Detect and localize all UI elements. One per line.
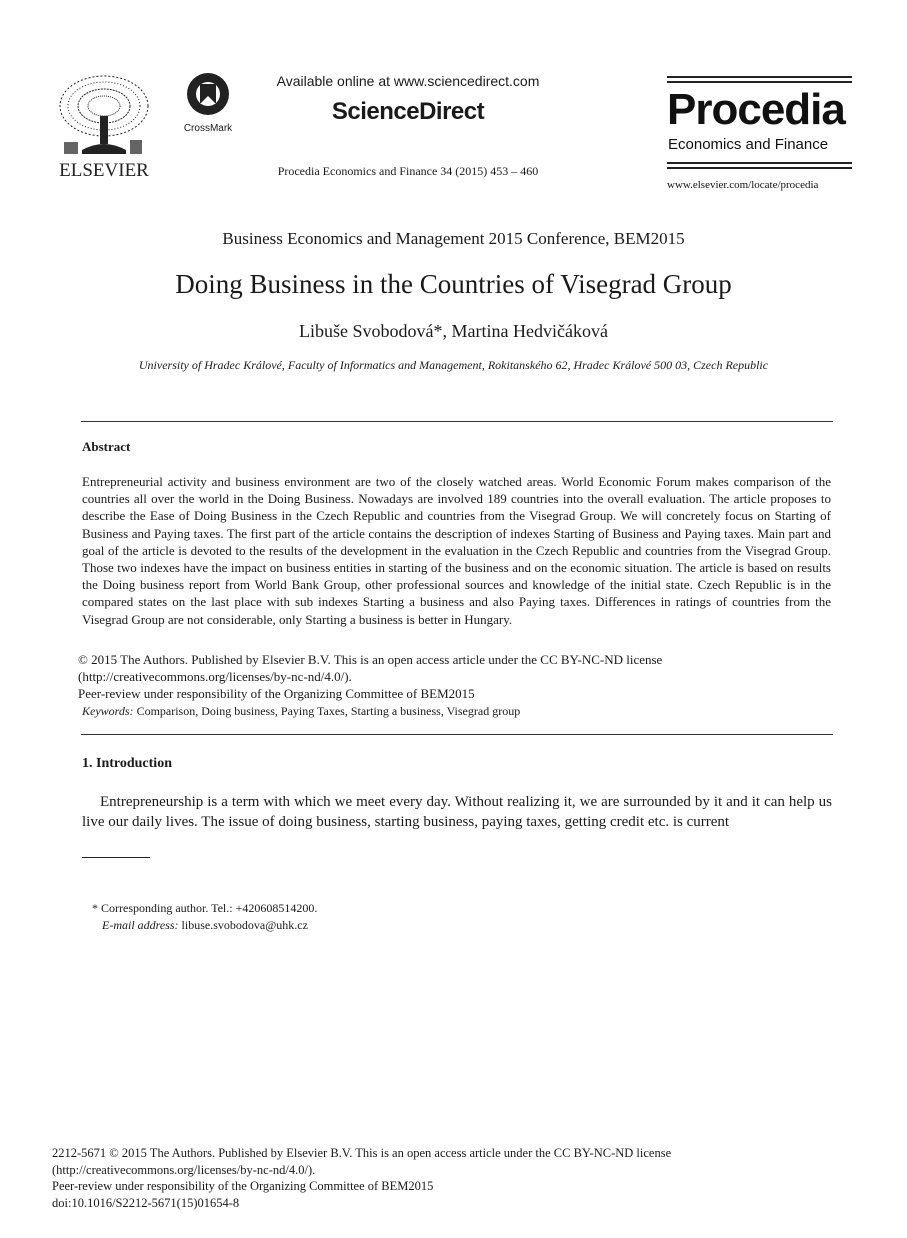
page-footer [52,1145,852,1211]
sciencedirect-logo: ScienceDirect [331,98,485,125]
email-line [102,917,317,934]
journal-reference: Procedia Economics and Finance 34 (2015) 453 – 460 [277,164,539,178]
copyright-line: © 2015 The Authors. Published by Elsevier B.V. This is an open access article under the CC BY-NC-ND license [78,652,663,667]
keywords: Comparison, Doing business, Paying Taxes, Starting a business, Visegrad group [136,703,521,718]
footnote [92,900,317,934]
email-address[interactable]: libuse.svobodova@uhk.cz [181,918,308,932]
keywords-line [82,703,830,720]
procedia-subtitle: Economics and Finance [668,136,829,153]
footer-doi[interactable]: doi:10.1016/S2212-5671(15)01654-8 [52,1195,240,1210]
divider [81,734,833,735]
abstract-body: Entrepreneurial activity and business environment are two of the closely watched areas. World Economic Forum makes comparison of the countries all over the world in the Doing Business. Nowadays are involved 189 countries into the overall evaluation. The article proposes to describe the Ease of Doing Business in the Czech Republic and countries from the Visegrad Group. We will concretely focus on Starting of Business and Paying taxes. The first part of the article contains the description of indexes Starting of Business and Paying taxes. Main part and goal of the article is devoted to the results of the development in the evaluation in the Czech Republic and countries from the Visegrad Group. Those two indexes have the impact on business entities in starting of the business and on the economic situation. The article is based on results the Doing business report from World Bank Group, other professional sources and knowledge of the initial state. Czech Republic is in the compared states on the last place with sub indexes Starting a business and also Paying taxes. Differences in ratings of countries from the Visegrad Group are not considerable, only Starting a business is better in Hungary. [82,474,831,627]
footer-license-url[interactable]: (http://creativecommons.org/licenses/by-nc-nd/4.0/). [52,1162,316,1177]
peer-review-line: Peer-review under responsibility of the Organizing Committee of BEM2015 [78,686,475,702]
paper-title: Doing Business in the Countries of Visegrad Group [175,269,732,299]
crossmark-label: CrossMark [183,123,233,134]
section-heading: 1. Introduction [82,756,172,771]
available-online[interactable]: Available online at www.sciencedirect.com [276,73,540,89]
abstract-heading: Abstract [82,439,131,454]
affiliation: University of Hradec Králové, Faculty of Informatics and Management, Rokitanského 62, Hradec Králové 500 03, Czech Republic [138,358,769,372]
keywords-label: Keywords: [82,703,134,718]
elsevier-logo [52,72,156,182]
crossmark-icon [186,72,230,116]
footer-peer-review: Peer-review under responsibility of the Organizing Committee of BEM2015 [52,1179,434,1193]
footer-issn-license: 2212-5671 © 2015 The Authors. Published by Elsevier B.V. This is an open access article under the CC BY-NC-ND license [52,1146,672,1160]
divider [81,421,833,422]
elsevier-wordmark: ELSEVIER [59,160,149,181]
corresponding-author: * Corresponding author. Tel.: +420608514200. [92,901,318,915]
elsevier-tree-icon [52,72,156,182]
intro-paragraph: Entrepreneurship is a term with which we meet every day. Without realizing it, we are surrounded by it and it can help us live our daily lives. The issue of doing business, starting business, paying taxes, getting credit etc. is current [82,794,832,830]
procedia-logo [667,76,852,192]
license-block [78,651,830,720]
crossmark-badge[interactable] [178,72,238,138]
email-label: E-mail address: [102,918,179,932]
authors: Libuše Svobodová*, Martina Hedvičáková [299,321,608,341]
footnote-rule [82,857,150,858]
conference-name: Business Economics and Management 2015 Conference, BEM2015 [222,229,685,248]
procedia-url[interactable]: www.elsevier.com/locate/procedia [667,179,819,191]
procedia-title: Procedia [667,85,845,134]
license-link[interactable]: (http://creativecommons.org/licenses/by-nc-nd/4.0/). [78,669,352,685]
